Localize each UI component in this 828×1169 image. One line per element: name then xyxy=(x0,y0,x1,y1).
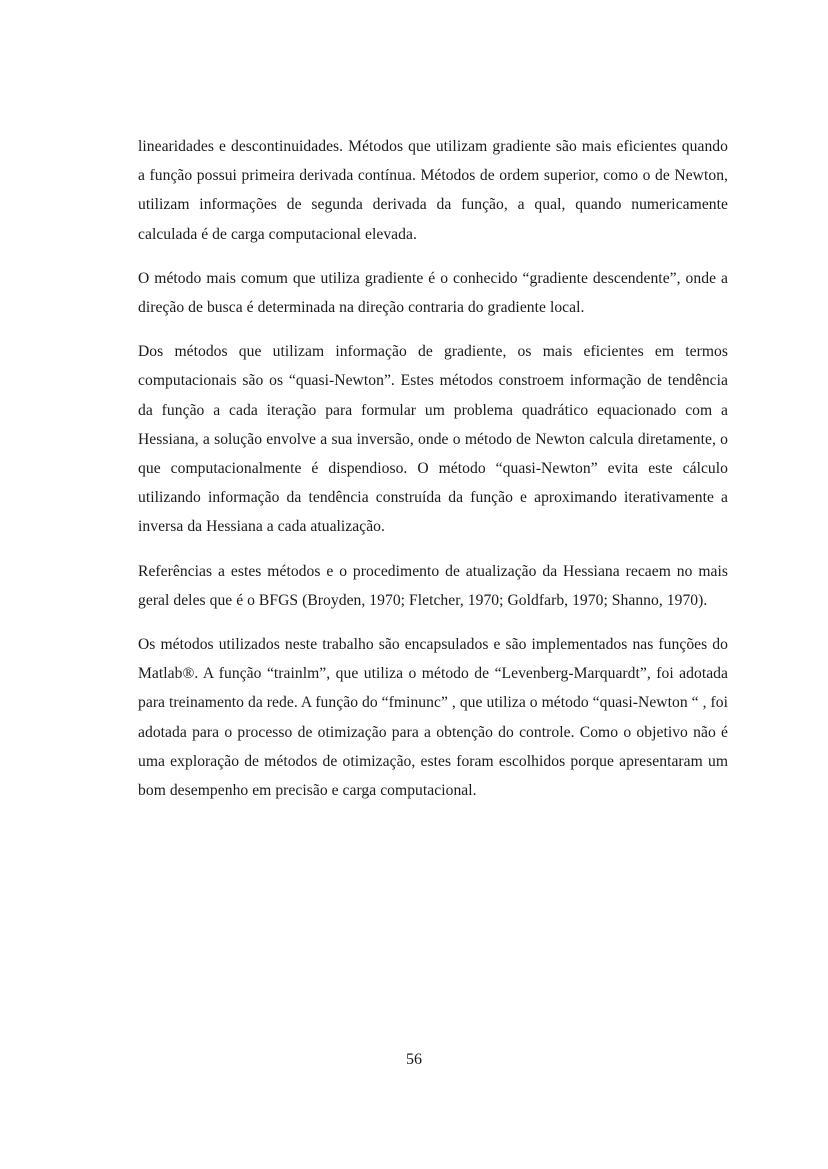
paragraph-2: O método mais comum que utiliza gradiente é o conhecido “gradiente descendente”, onde a direção de busca é determinada na direção contraria do gradiente local. xyxy=(138,269,728,317)
body-text xyxy=(138,132,728,820)
paragraph-3: Dos métodos que utilizam informação de gradiente, os mais eficientes em termos computacionais são os “quasi-Newton”. Estes métodos constroem informação de tendência da função a cada iteração para formular um problema quadrático equacionado com a Hessiana, a solução envolve a sua inversão, onde o método de Newton calcula diretamente, o que computacionalmente é dispendioso. O método “quasi-Newton” evita este cálculo utilizando informação da tendência construída da função e aproximando iterativamente a inversa da Hessiana a cada atualização. xyxy=(138,343,728,536)
paragraph-4: Referências a estes métodos e o procedimento de atualização da Hessiana recaem no mais geral deles que é o BFGS (Broyden, 1970; Fletcher, 1970; Goldfarb, 1970; Shanno, 1970). xyxy=(138,562,728,609)
page-number: 56 xyxy=(406,1051,422,1068)
paragraph-5: Os métodos utilizados neste trabalho são encapsulados e são implementados nas funções do Matlab®. A função “trainlm”, que utiliza o método de “Levenberg-Marquardt”, foi adotada para treinamento da rede. A função do “fminunc” , que utiliza o método “quasi-Newton “ , foi adotada para o processo de otimização para a obtenção do controle. Como o objetivo não é uma exploração de métodos de otimização, estes foram escolhidos porque apresentaram um bom desempenho em precisão e carga computacional. xyxy=(138,636,728,800)
paragraph-1: linearidades e descontinuidades. Métodos que utilizam gradiente são mais eficientes quando a função possui primeira derivada contínua. Métodos de ordem superior, como o de Newton, utilizam informações de segunda derivada da função, a qual, quando numericamente calculada é de carga computacional elevada. xyxy=(138,138,728,243)
